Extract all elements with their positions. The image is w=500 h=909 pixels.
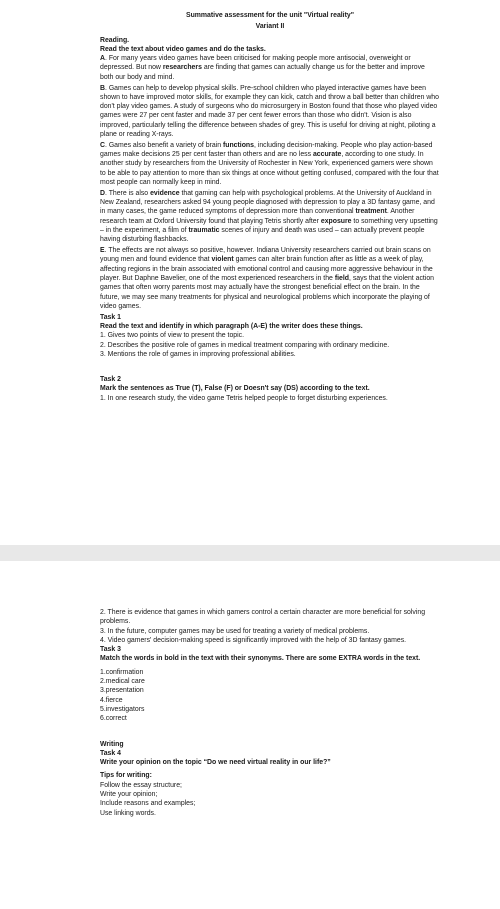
paragraph-text: , including decision-making. People who play action-based games make decisions 25 per cent faster than others and are no less xyxy=(100,141,433,159)
paragraph-text: . The effects are not always so positive, however. Indiana University researchers carried out brain scans on young men and found evidence that xyxy=(100,247,431,264)
task3-item: 2.medical care xyxy=(100,678,145,686)
bold-keyword: functions xyxy=(222,141,254,149)
paragraph-label: E xyxy=(100,247,105,255)
paragraph-text: are finding that games can actually change us for the better and improve both our body and mind. xyxy=(100,64,425,81)
paragraph-text: games can alter brain function after as little as a week of play, affecting regions in the brain associated with emotional control and causing more aggressive behaviour in the player. But Daphne Bavelier, one of the most experienced researchers in the xyxy=(100,256,433,283)
writing-heading: Writing xyxy=(100,740,124,748)
task2-heading: Task 2 xyxy=(100,376,121,384)
task1-item: 1. Gives two points of view to present the topic. xyxy=(100,332,245,340)
paragraph-text: , according to one study. In another study by researchers from the University of Rochester in New York, experienced gamers were shown to be able to pay attention to more than six things at once without getting confused, compared with the four that most people can normally keep in mind. xyxy=(100,151,439,187)
reading-heading: Reading. xyxy=(100,36,130,44)
task4-heading: Task 4 xyxy=(100,749,121,757)
task3-item: 5.investigators xyxy=(100,705,145,713)
bold-keyword: field xyxy=(334,275,349,283)
task2-instruction: Mark the sentences as True (T), False (F) or Doesn't say (DS) according to the text. xyxy=(100,385,370,393)
paragraph-text: scenes of injury and death was used – can actually prevent people having disturbing flashbacks. xyxy=(100,227,425,244)
reading-instruction: Read the text about video games and do the tasks. xyxy=(100,45,266,53)
task3-heading: Task 3 xyxy=(100,646,121,654)
paragraph-text: . For many years video games have been criticised for making people more antisocial, overweight or depressed. But now xyxy=(100,55,411,72)
paragraph-label: C xyxy=(100,141,105,149)
paragraph-text: that gaming can help with psychological problems. At the University of Auckland in New Zealand, researchers asked 94 young people diagnosed with depression to play a 3D fantasy game, and in many cases, the game reduced symptoms of depression more than conventional xyxy=(100,189,435,216)
bold-keyword: evidence xyxy=(150,189,180,197)
bold-keyword: researchers xyxy=(162,64,202,72)
paragraph-text: . Games also benefit a variety of brain xyxy=(104,141,223,149)
paragraph-a xyxy=(100,54,440,82)
paragraph-text: . There is also xyxy=(104,189,151,197)
task3-item: 1.confirmation xyxy=(100,668,144,676)
bold-keyword: traumatic xyxy=(188,227,220,235)
variant-label: Variant II xyxy=(255,23,285,31)
paragraph-b xyxy=(100,84,440,140)
task3-item: 6.correct xyxy=(100,715,127,723)
paragraph-text: to something very upsetting – in the experiment, a film of xyxy=(100,217,438,235)
paragraph-e xyxy=(100,246,440,311)
task1-item: 2. Describes the positive role of games in medical treatment comparing with ordinary medicine. xyxy=(100,341,390,349)
bold-keyword: exposure xyxy=(320,217,352,225)
paragraph-text: , says that the violent action games that often worry parents most may actually have the strongest beneficial effect on the brain. In the future, we may see many treatments for physical and neurological problems which incorporate the playing of video games. xyxy=(100,275,435,310)
paragraph-text: . Games can help to develop physical skills. Pre-school children who played interactive games have been shown to have improved motor skills, for example they can kick, catch and throw a ball better than children who don't play video games. A study of surgeons who do microsurgery in Boston found that those who played video games were 27 per cent faster and made 37 per cent fewer errors than those who didn't. Vision is also improved, particularly telling the difference between shades of grey. This is useful for driving at night, piloting a plane or reading X-rays. xyxy=(100,84,439,139)
bold-keyword: treatment xyxy=(355,208,387,216)
task1-item: 3. Mentions the role of games in improving professional abilities. xyxy=(100,350,296,358)
task3-item: 4.fierce xyxy=(100,696,123,704)
paragraph-label: A xyxy=(100,55,105,63)
task1-heading: Task 1 xyxy=(100,313,121,321)
paragraph-text: . Another research team at Oxford University found that playing Tetris shortly after xyxy=(100,208,415,225)
task2-item: 3. In the future, computer games may be used for treating a variety of medical problems. xyxy=(100,627,370,635)
bold-keyword: accurate xyxy=(312,151,342,159)
task3-instruction: Match the words in bold in the text with their synonyms. There are some EXTRA words in the text. xyxy=(100,655,421,663)
paragraph-label: D xyxy=(100,189,105,197)
bold-keyword: violent xyxy=(211,256,234,264)
task2-item: 4. Video gamers' decision-making speed is significantly improved with the help of 3D fantasy games. xyxy=(100,636,407,644)
tips-heading: Tips for writing: xyxy=(100,772,152,780)
tip-item: Write your opinion; xyxy=(100,791,158,799)
task2-item: 2. There is evidence that games in which gamers control a certain character are more beneficial for solving problems. xyxy=(100,609,426,626)
document-title: Summative assessment for the unit "Virtual reality" xyxy=(185,12,354,19)
tip-item: Include reasons and examples; xyxy=(100,800,196,808)
task1-instruction: Read the text and identify in which paragraph (A-E) the writer does these things. xyxy=(100,323,363,330)
paragraph-label: B xyxy=(100,84,105,92)
task4-instruction: Write your opinion on the topic “Do we need virtual reality in our life?” xyxy=(100,759,331,767)
paragraph-c xyxy=(100,141,440,187)
task2-item: 1. In one research study, the video game Tetris helped people to forget disturbing experiences. xyxy=(100,394,388,402)
reading-text xyxy=(100,54,440,311)
paragraph-d xyxy=(100,189,440,245)
tip-item: Use linking words. xyxy=(100,809,156,817)
worksheet-page-2 xyxy=(0,561,500,909)
task3-item: 3.presentation xyxy=(100,687,144,695)
tip-item: Follow the essay structure; xyxy=(100,781,182,789)
